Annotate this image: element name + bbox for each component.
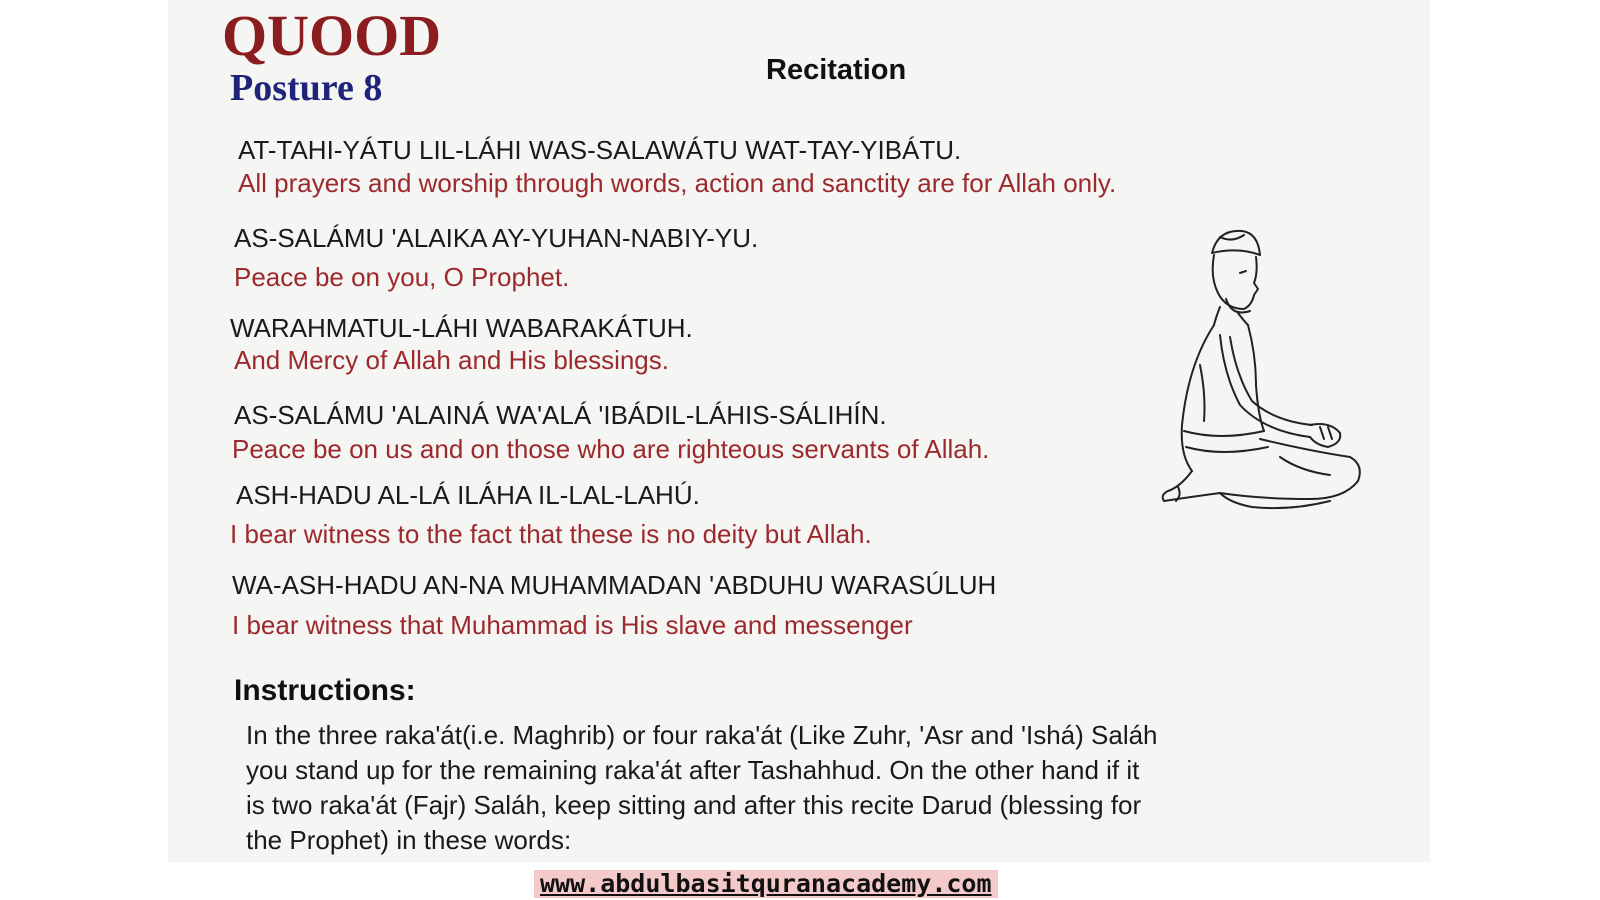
page-title: QUOOD: [222, 3, 442, 68]
recitation-english-4: Peace be on us and on those who are righteous servants of Allah.: [232, 434, 990, 464]
recitation-arabic-4: AS-SALÁMU 'ALAINÁ WA'ALÁ 'IBÁDIL-LÁHIS-SÁLIHÍN.: [234, 400, 887, 430]
recitation-english-1: All prayers and worship through words, action and sanctity are for Allah only.: [238, 168, 1117, 198]
instructions-line-1: In the three raka'át(i.e. Maghrib) or four raka'át (Like Zuhr, 'Asr and 'Ishá) Saláh: [246, 720, 1158, 750]
recitation-heading: Recitation: [766, 54, 907, 86]
recitation-arabic-1: AT-TAHI-YÁTU LIL-LÁHI WAS-SALAWÁTU WAT-TAY-YIBÁTU.: [238, 135, 962, 165]
recitation-english-5: I bear witness to the fact that these is no deity but Allah.: [230, 519, 872, 549]
recitation-arabic-6: WA-ASH-HADU AN-NA MUHAMMADAN 'ABDUHU WARASÚLUH: [232, 570, 997, 600]
recitation-english-6: I bear witness that Muhammad is His slave and messenger: [232, 610, 913, 640]
instructions-title: Instructions:: [234, 674, 416, 707]
website-url-link[interactable]: www.abdulbasitquranacademy.com: [534, 870, 998, 898]
instructions-line-2: you stand up for the remaining raka'át after Tashahhud. On the other hand if it: [246, 755, 1140, 785]
recitation-arabic-3: WARAHMATUL-LÁHI WABARAKÁTUH.: [230, 313, 693, 343]
instructions-line-3: is two raka'át (Fajr) Saláh, keep sitting and after this recite Darud (blessing for: [246, 790, 1142, 820]
instructions-line-4: the Prophet) in these words:: [246, 825, 572, 855]
recitation-english-2: Peace be on you, O Prophet.: [234, 262, 570, 292]
instructions-text: [246, 718, 1316, 858]
recitation-arabic-5: ASH-HADU AL-LÁ ILÁHA IL-LAL-LAHÚ.: [236, 480, 700, 510]
recitation-arabic-2: AS-SALÁMU 'ALAIKA AY-YUHAN-NABIY-YU.: [234, 223, 759, 253]
recitation-english-3: And Mercy of Allah and His blessings.: [234, 345, 669, 375]
posture-subtitle: Posture 8: [230, 67, 383, 109]
seated-prayer-figure-icon: [1160, 225, 1410, 525]
